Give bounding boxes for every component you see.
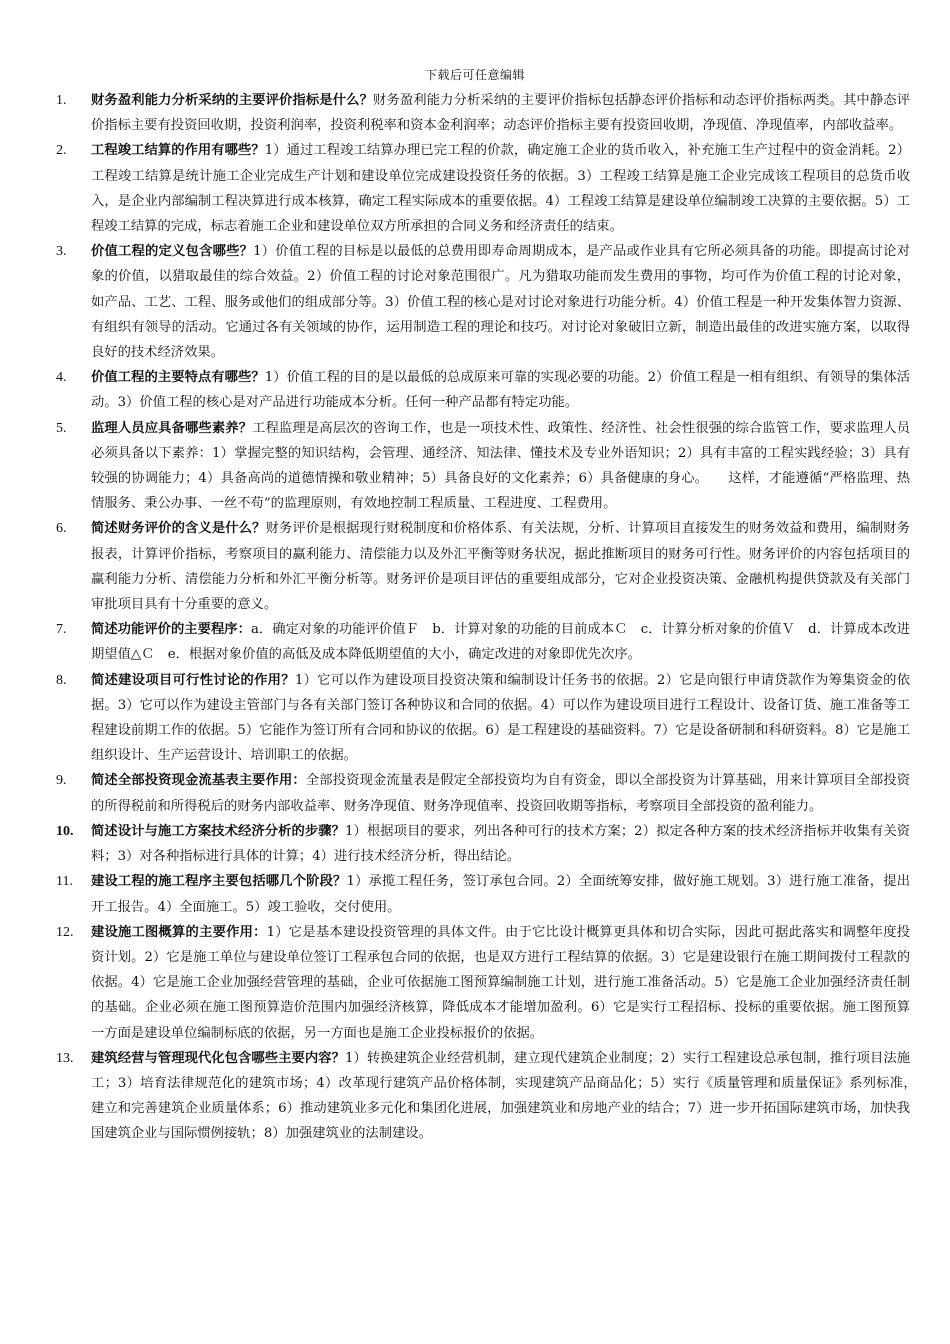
page-header: 下载后可任意编辑 [424, 68, 525, 82]
item-body [91, 239, 910, 365]
answer-text: 1）价值工程的目标是以最低的总费用即寿命周期成本，是产品或作业具有它所必须具备的功能。即提高讨论对象的价值，以猎取最佳的综合效益。2）价值工程的讨论对象范围很广。凡为猎取功能而发生费用的事物，均可作为价值工程的讨论对象，如产品、工艺、工程、服务或他们的组成部分等。3）价值工程的核心是对讨论对象进行功能分析。4）价值工程是一种开发集体智力资源、有组织有领导的活动。它通过各有关领域的协作，运用制造工程的理论和技巧。对讨论对象破旧立新，制造出最佳的改进实施方案，以取得良好的技术经济效果。 [91, 244, 910, 361]
question-text: 简述财务评价的含义是什么？ [91, 521, 266, 537]
item-number: 11. [56, 874, 73, 890]
list-item [56, 239, 910, 365]
answer-text: 1）它可以作为建设项目投资决策和编制设计任务书的依据。2）它是向银行申请贷款作为筹集资金的依据。3）它可以作为建设主管部门与各有关部门签订各种协议和合同的依据。4）可以作为建设项目进行工程设计、设备订货、施工准备等工程建设前期工作的依据。5）它能作为签订所有合同和协议的依据。6）是工程建设的基础资料。7）它是设备研制和科研资料。8）它是施工组织设计、生产运营设计、培训职工的依据。 [91, 672, 910, 764]
answer-text: 全部投资现金流量表是假定全部投资均为自有资金，即以全部投资为计算基础，用来计算项目全部投资的所得税前和所得税后的财务内部收益率、财务净现值、财务净现值率、投资回收期等指标，考察项目全部投资的盈利能力。 [91, 773, 911, 814]
item-number: 1. [56, 93, 67, 108]
item-number: 13. [56, 1050, 74, 1066]
item-body [91, 138, 910, 239]
item-number: 8. [56, 672, 67, 688]
item-number: 2. [56, 143, 67, 159]
list-item [56, 365, 910, 415]
item-body [91, 1046, 924, 1147]
item-body [91, 516, 910, 617]
question-text: 简述全部投资现金流基表主要作用： [91, 773, 306, 789]
item-number: 3. [56, 244, 67, 260]
answer-text: 财务评价是根据现行财税制度和价格体系、有关法规，分析、计算项目直接发生的财务效益和费用，编制财务报表，计算评价指标，考察项目的赢利能力、清偿能力以及外汇平衡等财务状况，据此推断项目的财务可行性。财务评价的内容包括项目的赢利能力分析、清偿能力分析和外汇平衡分析等。财务评价是项目评估的重要组成部分，它对企业投资决策、金融机构提供贷款及有关部门审批项目具有十分重要的意义。 [91, 521, 911, 613]
answer-text: 1）承揽工程任务，签订承包合同。2）全面统筹安排，做好施工规划。3）进行施工准备，提出开工报告。4）全面施工。5）竣工验收，交付使用。 [91, 874, 910, 915]
list-item [56, 416, 910, 517]
list-item [56, 668, 910, 769]
item-body [91, 617, 910, 667]
answer-text: 财务盈利能力分析采纳的主要评价指标包括静态评价指标和动态评价指标两类。其中静态评价指标主要有投资回收期，投资利润率，投资利税率和资本金利润率；动态评价指标主要有投资回收期，净现值、净现值率，内部收益率。 [91, 93, 911, 134]
question-text: 简述建设项目可行性讨论的作用？ [91, 672, 295, 688]
list-item [56, 516, 910, 617]
item-number: 9. [56, 773, 67, 789]
list-item [56, 88, 910, 138]
item-body [91, 416, 910, 517]
list-item [56, 819, 910, 869]
answer-text: 工程监理是高层次的咨询工作，也是一项技术性、政策性、经济性、社会性很强的综合监管工作，要求监理人员必须具备以下素养：1）掌握完整的知识结构，会管理、通经济、知法律、懂技术及专业外语知识；2）具有丰富的工程实践经验；3）具有较强的协调能力；4）具备高尚的道德情操和敬业精神；5）具备良好的文化素养；6）具备健康的身心。 这样，才能遵循“严格监理、热情服务、秉公办事、一丝不苟”的监理原则，有效地控制工程质量、工程进度、工程费用。 [91, 420, 910, 512]
question-text: 价值工程的定义包含哪些？ [91, 244, 254, 260]
item-body [91, 88, 910, 138]
answer-text: 1）转换建筑企业经营机制，建立现代建筑企业制度；2）实行工程建设总承包制，推行项目法施工；3）培育法律规范化的建筑市场；4）改革现行建筑产品价格体制，实现建筑产品商品化；5）实行《质量管理和质量保证》系列标准， 建立和完善建筑企业质量体系；6）推动建筑业多元化和集团化进展，加强建筑业和房地产业的结合；7）进一步开拓国际建筑市场，加快我国建筑企业与国际惯例接轨；8）加强建筑业的法制建设。 [91, 1050, 924, 1142]
item-number: 12. [56, 924, 74, 940]
answer-text: 1）根据项目的要求，列出各种可行的技术方案；2）拟定各种方案的技术经济指标并收集有关资料；3）对各种指标进行具体的计算；4）进行技术经济分析，得出结论。 [91, 823, 911, 865]
question-text: 财务盈利能力分析采纳的主要评价指标是什么？ [91, 93, 373, 108]
item-body [91, 365, 910, 415]
question-text: 建设工程的施工程序主要包括哪几个阶段？ [91, 874, 347, 890]
item-body [91, 768, 910, 818]
question-text: 监理人员应具备哪些素养？ [91, 420, 253, 436]
qa-list [56, 88, 924, 1147]
question-text: 建筑经营与管理现代化包含哪些主要内容？ [91, 1050, 345, 1066]
item-number: 7. [56, 622, 67, 638]
list-item [56, 617, 910, 667]
answer-text: 1）它是基本建设投资管理的具体文件。由于它比设计概算更具体和切合实际，因此可据此落实和调整年度投资计划。2）它是施工单位与建设单位签订工程承包合同的依据，也是双方进行工程结算的依据。3）它是建设银行在施工期间拨付工程款的依据。4）它是施工企业加强经营管理的基础，企业可依据施工图预算编制施工计划，进行施工准备活动。5）它是施工企业加强经济责任制的基础。企业必须在施工图预算造价范围内加强经济核算，降低成本才能增加盈利。6）它是实行工程招标、投标的重要依据。施工图预算一方面是建设单位编制标底的依据，另一方面也是施工企业投标报价的依据。 [91, 924, 910, 1041]
item-number: 4. [56, 370, 67, 386]
list-item [56, 768, 910, 818]
question-text: 简述功能评价的主要程序： [91, 622, 251, 638]
question-text: 简述设计与施工方案技术经济分析的步骤？ [91, 823, 345, 839]
list-item [56, 920, 910, 1046]
item-number: 10. [56, 823, 74, 839]
answer-text: 1）价值工程的目的是以最低的总成原来可靠的实现必要的功能。2）价值工程是一相有组织、有领导的集体活动。3）价值工程的核心是对产品进行功能成本分析。任何一种产品都有特定功能。 [91, 370, 911, 411]
list-item [56, 869, 910, 919]
list-item [56, 1046, 924, 1147]
list-item [56, 138, 910, 239]
answer-text: 1）通过工程竣工结算办理已完工程的价款，确定施工企业的货币收入，补充施工生产过程中的资金消耗。2）工程竣工结算是统计施工企业完成生产计划和建设单位完成建设投资任务的依据。3）工程竣工结算是施工企业完成该工程项目的总货币收入，是企业内部编制工程决算进行成本核算，确定工程实际成本的重要依据。4）工程竣工结算是建设单位编制竣工决算的主要依据。5）工程竣工结算的完成，标志着施工企业和建设单位双方所承担的合同义务和经济责任的结束。 [91, 143, 911, 235]
question-text: 价值工程的主要特点有哪些？ [91, 370, 265, 386]
item-body [91, 819, 910, 869]
item-body [91, 668, 910, 769]
item-number: 6. [56, 521, 67, 537]
item-body [91, 920, 910, 1046]
answer-text: a．确定对象的功能评价值Ｆ b．计算对象的功能的目前成本Ｃ c．计算分析对象的价值Ｖ d．计算成本改进期望值△Ｃ e．根据对象价值的高低及成本降低期望值的大小，确定改进的对象即优先次序。 [91, 622, 910, 663]
question-text: 建设施工图概算的主要作用： [91, 924, 267, 940]
item-body [91, 869, 910, 919]
question-text: 工程竣工结算的作用有哪些？ [91, 143, 265, 159]
item-number: 5. [56, 420, 67, 436]
